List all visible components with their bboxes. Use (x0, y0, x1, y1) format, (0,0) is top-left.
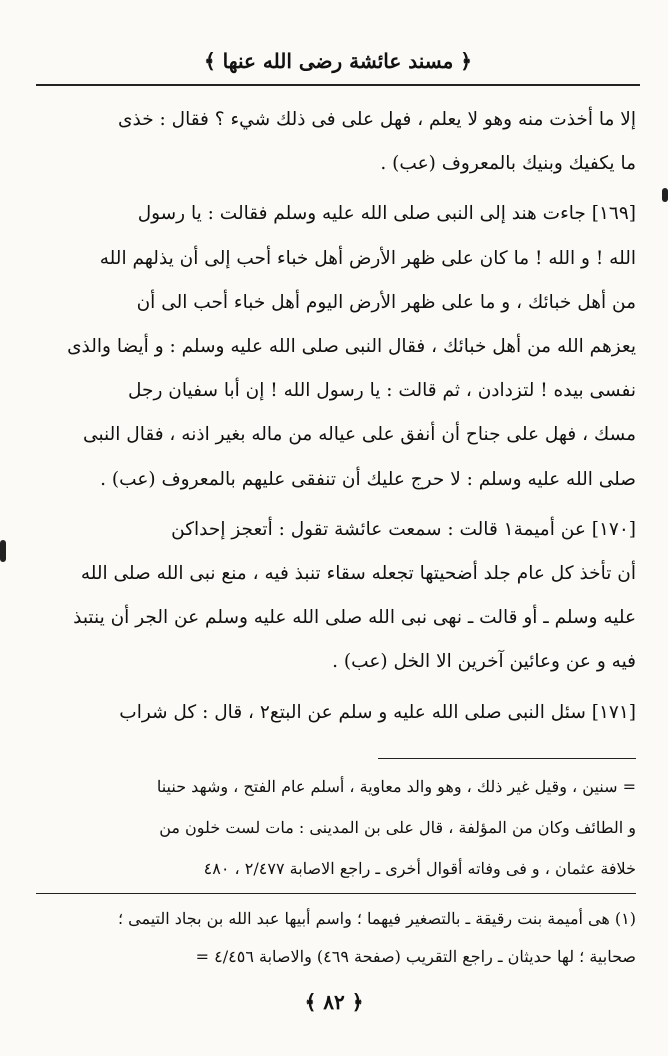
hadith-170-line: [١٧٠] عن أميمة١ قالت : سمعت عائشة تقول : أتعجز إحداكن (171, 518, 636, 540)
hadith-169-line: صلى الله عليه وسلم : لا حرج عليك أن تنفقى عليهم بالمعروف (عب) . (100, 468, 636, 490)
hadith-169-line: نفسى بيده ! لتزدادن ، ثم قالت : يا رسول الله ! إن أبا سفيان رجل (128, 380, 636, 402)
text-line: ما يكفيك وبنيك بالمعروف (عب) . (380, 153, 636, 175)
scan-edge-mark (662, 188, 668, 202)
hadith-170-line: فيه و عن وعائين آخرين الا الخل (عب) . (332, 651, 636, 673)
footnote-line: خلافة عثمان ، و فى وفاته أقوال أخرى ـ راجع الاصابة ٢/٤٧٧ ، ٤٨٠ (203, 859, 636, 878)
hadith-171-line: [١٧١] سئل النبى صلى الله عليه و سلم عن البتع٢ ، قال : كل شراب (119, 701, 636, 723)
hadith-169-line: [١٦٩] جاءت هند إلى النبى صلى الله عليه وسلم فقالت : يا رسول (137, 203, 636, 225)
hadith-169-line: مسك ، فهل على جناح أن أنفق على عياله من ماله بغير اذنه ، فقال النبى (83, 424, 636, 446)
hadith-170-line: عليه وسلم ـ أو قالت ـ نهى نبى الله صلى الله عليه وسلم عن الجر أن ينتبذ (73, 607, 636, 629)
hadith-169-line: من أهل خبائك ، و ما على ظهر الأرض اليوم أهل خباء أحب الى أن (136, 291, 636, 313)
running-header: ﴿ مسند عائشة رضى الله عنها ﴾ (203, 49, 473, 73)
scan-edge-mark (0, 540, 6, 562)
hadith-169-line: الله ! و الله ! ما كان على ظهر الأرض أهل خباء أحب إلى أن يذلهم الله (99, 247, 636, 269)
footnote-line: = سنين ، وقيل غير ذلك ، وهو والد معاوية ، أسلم عام الفتح ، وشهد حنينا (156, 777, 636, 796)
footnote-line: (١) هى أميمة بنت رقيقة ـ بالتصغير فيهما ؛ واسم أبيها عبد الله بن بجاد التيمى ؛ (117, 909, 636, 928)
main-text (36, 98, 636, 735)
footnote-divider (378, 758, 636, 759)
footnote-continued (36, 766, 636, 889)
header-divider (36, 84, 640, 86)
hadith-169-line: يعزهم الله من أهل خبائك ، فقال النبى صلى الله عليه وسلم : و أيضا والذى (67, 336, 636, 358)
page-number: ﴿ ٨٢ ﴾ (304, 990, 364, 1014)
hadith-170-line: أن تأخذ كل عام جلد أضحيتها تجعله سقاء تنبذ فيه ، منع نبى الله صلى الله (80, 563, 636, 585)
footnote-line: و الطائف وكان من المؤلفة ، قال على بن المدينى : مات لست خلون من (159, 818, 636, 837)
footnote-line: صحابية ؛ لها حديثان ـ راجع التقريب (صفحة ٤٦٩) والاصابة ٤/٤٥٦ = (195, 947, 636, 966)
footnote-new (36, 900, 636, 976)
text-line: إلا ما أخذت منه وهو لا يعلم ، فهل على فى ذلك شيء ؟ فقال : خذى (118, 109, 636, 130)
footnote-divider-2 (36, 893, 636, 894)
